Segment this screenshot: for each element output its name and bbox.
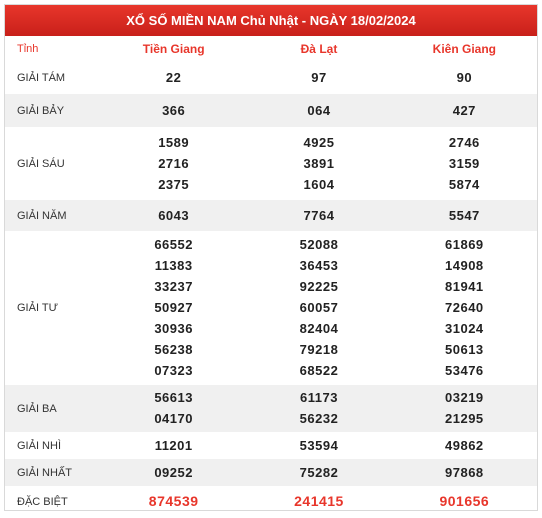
winning-number: 90 (456, 70, 473, 85)
prize-cell (101, 200, 246, 231)
winning-number: 21295 (445, 411, 484, 426)
prize-cell (246, 61, 391, 94)
winning-number: 901656 (439, 493, 490, 509)
winning-number: 36453 (299, 258, 339, 273)
prize-cell (246, 486, 391, 518)
winning-number: 3891 (303, 156, 335, 171)
results-title: XỔ SỐ MIỀN NAM Chủ Nhật - NGÀY 18/02/2024 (5, 5, 537, 36)
prize-row (5, 61, 537, 94)
winning-number: 3159 (448, 156, 480, 171)
winning-number: 79218 (299, 342, 339, 357)
prize-label: GIẢI BẢY (5, 94, 101, 127)
winning-number: 22 (165, 70, 182, 85)
prize-cell (101, 127, 246, 200)
prize-cell (392, 231, 537, 385)
prize-label: GIẢI NHẤT (5, 459, 101, 486)
winning-number: 81941 (445, 279, 484, 294)
winning-number: 97868 (445, 465, 484, 480)
winning-number: 7764 (303, 208, 335, 223)
winning-number: 61869 (445, 237, 484, 252)
winning-number: 366 (162, 103, 186, 118)
header-row (5, 36, 537, 61)
winning-number: 07323 (154, 363, 193, 378)
prize-cell (246, 459, 391, 486)
winning-number: 11201 (154, 438, 193, 453)
prize-label: GIẢI NHÌ (17, 439, 62, 452)
prize-row (5, 127, 537, 200)
province-name-kien-giang: Kiên Giang (432, 41, 496, 56)
winning-number: 61173 (300, 390, 338, 405)
winning-number: 56238 (154, 342, 193, 357)
prize-row (5, 432, 537, 459)
prize-cell (392, 385, 537, 432)
prize-row (5, 486, 537, 518)
prize-cell (392, 432, 537, 459)
winning-number: 92225 (299, 279, 339, 294)
winning-number: 427 (452, 103, 476, 118)
prize-cell (246, 200, 391, 231)
prize-cell (101, 61, 246, 94)
winning-number: 5547 (448, 208, 480, 223)
winning-number: 68522 (299, 363, 339, 378)
prize-cell (246, 432, 391, 459)
winning-number: 04170 (154, 411, 193, 426)
prize-cell (246, 231, 391, 385)
winning-number: 49862 (445, 438, 484, 453)
winning-number: 241415 (294, 493, 344, 509)
prize-row (5, 385, 537, 432)
winning-number: 874539 (148, 493, 199, 509)
winning-number: 1589 (158, 135, 190, 150)
winning-number: 56232 (299, 411, 339, 426)
prize-row (5, 200, 537, 231)
winning-number: 53476 (445, 363, 484, 378)
winning-number: 72640 (445, 300, 484, 315)
winning-number: 50613 (445, 342, 484, 357)
prize-cell (101, 385, 246, 432)
winning-number: 33237 (154, 279, 193, 294)
province-name-da-lat: Đà Lạt (300, 41, 338, 56)
prize-row (5, 94, 537, 127)
winning-number: 2716 (158, 156, 190, 171)
prize-label: GIẢI TÁM (17, 71, 66, 84)
prize-cell (101, 231, 246, 385)
winning-number: 064 (307, 103, 331, 118)
prize-cell (101, 459, 246, 486)
prize-label: GIẢI SÁU (17, 157, 65, 170)
prize-cell (246, 385, 391, 432)
prize-cell (392, 459, 537, 486)
winning-number: 09252 (154, 465, 193, 480)
prize-cell (392, 127, 537, 200)
prize-label: ĐẶC BIỆT (17, 496, 68, 508)
prize-label: GIẢI NĂM (5, 200, 101, 231)
winning-number: 2746 (448, 135, 480, 150)
winning-number: 97 (311, 70, 327, 85)
prize-cell (101, 432, 246, 459)
winning-number: 5874 (448, 177, 480, 192)
winning-number: 03219 (445, 390, 484, 405)
prize-cell (101, 486, 246, 518)
winning-number: 56613 (154, 390, 193, 405)
winning-number: 31024 (445, 321, 484, 336)
prize-cell (246, 94, 391, 127)
winning-number: 11383 (154, 258, 193, 273)
winning-number: 60057 (299, 300, 339, 315)
province-column-label: Tỉnh (17, 42, 39, 55)
prize-cell (392, 94, 537, 127)
winning-number: 2375 (158, 177, 190, 192)
prize-cell (246, 127, 391, 200)
winning-number: 6043 (158, 208, 190, 223)
results-table (5, 36, 537, 518)
prize-cell (392, 200, 537, 231)
winning-number: 53594 (299, 438, 339, 453)
prize-row (5, 231, 537, 385)
prize-cell (392, 61, 537, 94)
winning-number: 52088 (299, 237, 339, 252)
winning-number: 50927 (154, 300, 193, 315)
winning-number: 4925 (303, 135, 335, 150)
lottery-results-panel (4, 4, 538, 511)
prize-label: GIẢI BA (5, 385, 101, 432)
winning-number: 75282 (299, 465, 339, 480)
prize-row (5, 459, 537, 486)
prize-cell (101, 94, 246, 127)
prize-label: GIẢI TƯ (17, 302, 58, 314)
winning-number: 1604 (303, 177, 335, 192)
winning-number: 14908 (445, 258, 484, 273)
winning-number: 82404 (299, 321, 339, 336)
winning-number: 66552 (154, 237, 193, 252)
prize-cell (392, 486, 537, 518)
winning-number: 30936 (154, 321, 193, 336)
province-name-tien-giang: Tiền Giang (142, 41, 205, 56)
